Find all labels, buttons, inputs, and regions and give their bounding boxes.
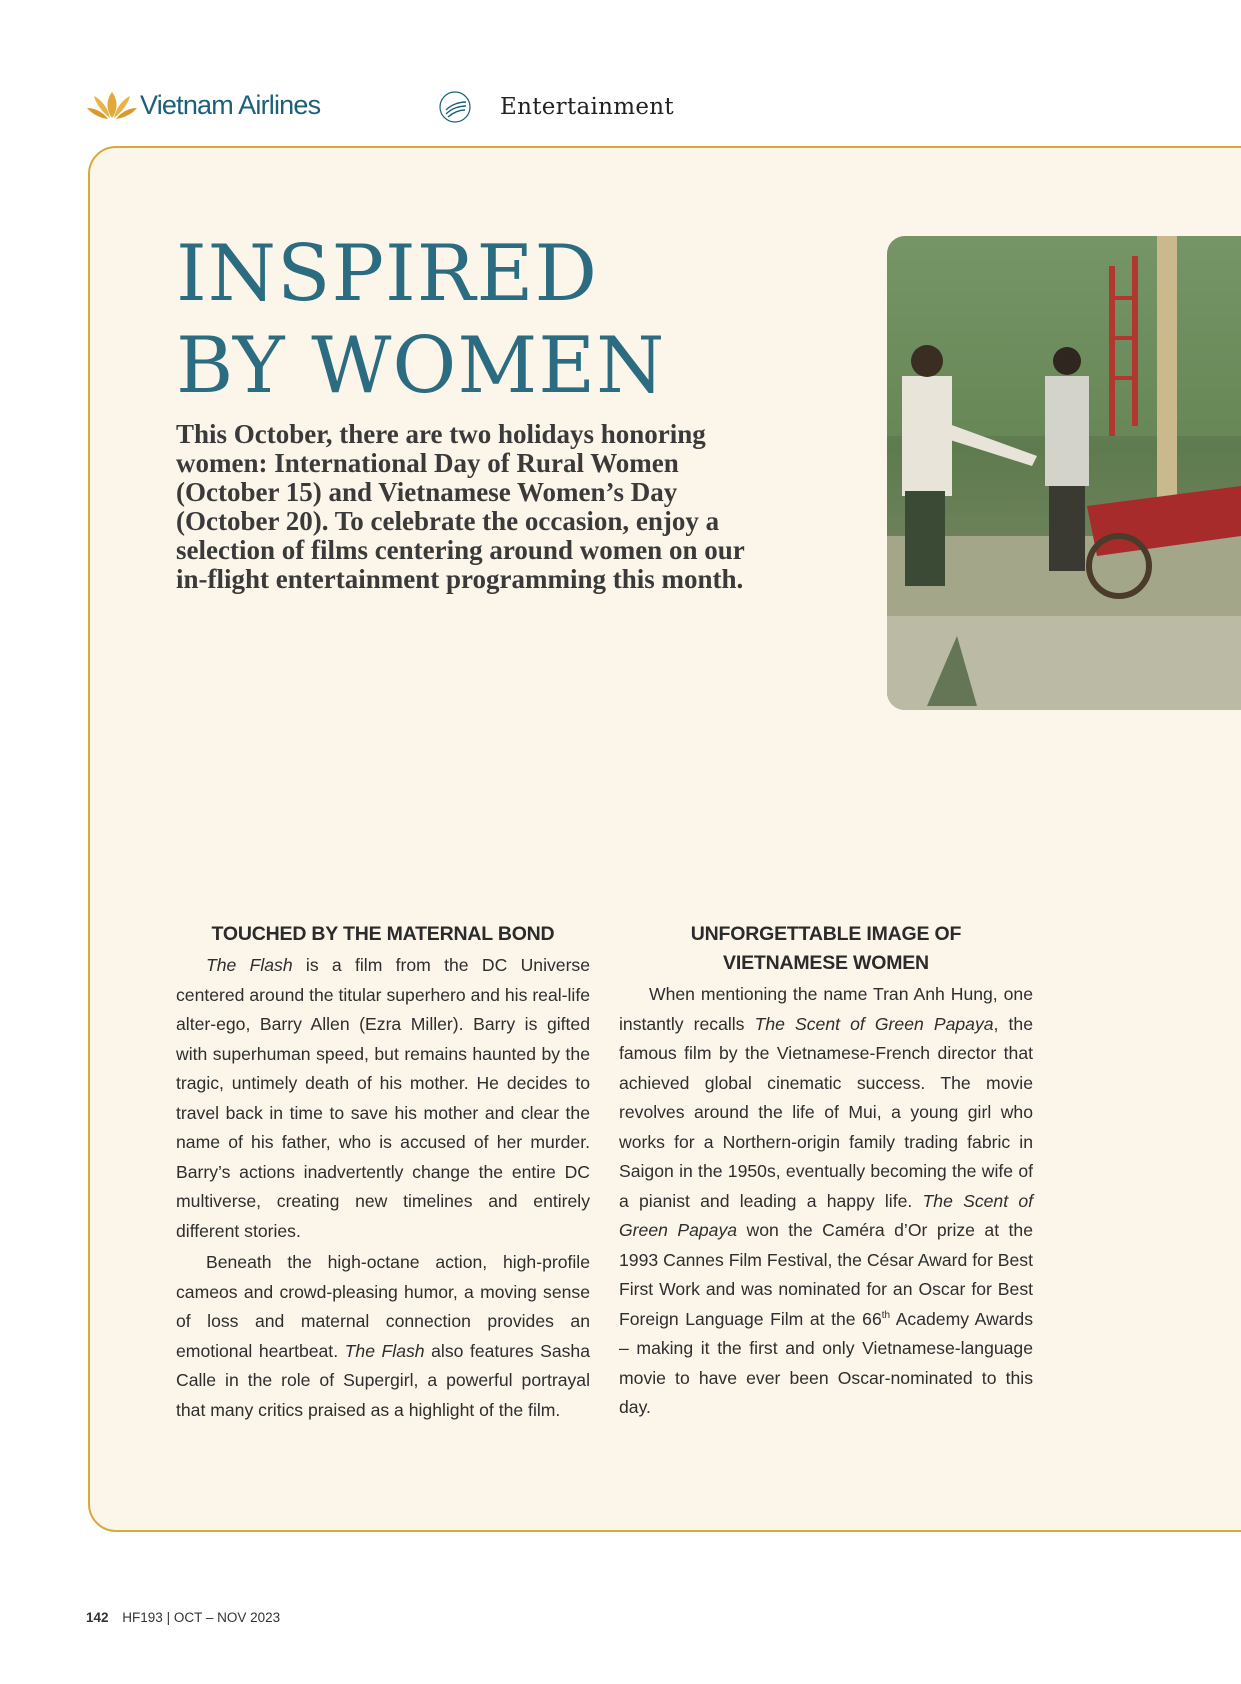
lotus-icon <box>86 88 138 122</box>
right-column <box>619 920 1033 1423</box>
section-label: Entertainment <box>500 94 674 120</box>
issue-info: HF193 | OCT – NOV 2023 <box>122 1610 281 1625</box>
title-line-2: BY WOMEN <box>176 321 666 411</box>
film-title-scent-green-papaya: The Scent of Green Papaya <box>754 1013 994 1034</box>
right-paragraph: When mentioning the name Tran Anh Hung, one instantly recalls The Scent of Green Papaya, the famous film by the Vietnamese-French director that achieved global cinematic success. The movie revolves around the life of Mui, a young girl who works for a Northern-origin family trading fabric in Saigon in the 1950s, eventually becoming the wife of a pianist and leading a happy life. The Scent of Green Papaya won the Caméra d’Or prize at the 1993 Cannes Film Festival, the César Award for Best First Work and was nominated for an Oscar for Best Foreign Language Film at the 66th Academy Awards – making it the first and only Vietnamese-language movie to have ever been Oscar-nominated to this day. <box>619 984 1033 1417</box>
article-title <box>176 228 776 412</box>
left-paragraph-1: The Flash is a film from the DC Universe centered around the titular superhero and his real-life alter-ego, Barry Allen (Ezra Miller). Barry is gifted with superhuman speed, but remains haunted by the tragic, untimely death of his mother. He decides to travel back in time to save his mother and clear the name of his father, who is accused of her murder. Barry’s actions inadvertently change the entire DC multiverse, creating new timelines and entirely different stories. <box>176 955 591 1241</box>
left-column-heading: TOUCHED BY THE MATERNAL BOND <box>211 923 555 945</box>
page-number: 142 <box>86 1610 109 1625</box>
page-header <box>86 84 686 128</box>
left-column <box>176 920 590 1425</box>
film-title-the-flash-2: The Flash <box>344 1340 425 1361</box>
article-intro: This October, there are two holidays honoring women: International Day of Rural Women (October 15) and Vietnamese Women’s Day (October 20). To celebrate the occasion, enjoy a selection of films centering around women on our in-flight entertainment programming this month. <box>176 419 745 594</box>
airline-logo-text: Vietnam Airlines <box>140 90 321 120</box>
page-footer <box>86 1610 280 1625</box>
title-line-1: INSPIRED <box>176 229 598 319</box>
film-title-scent-green-papaya-2: The Scent of Green Papaya <box>619 1190 1033 1240</box>
left-paragraph-2: Beneath the high-octane action, high-profile cameos and crowd-pleasing humor, a moving sense of loss and maternal connection provides an emotional heartbeat. The Flash also features Sasha Calle in the role of Supergirl, a powerful portrayal that many critics praised as a highlight of the film. <box>176 1252 590 1420</box>
right-column-heading: UNFORGETTABLE IMAGE OF VIETNAMESE WOMEN <box>690 923 962 974</box>
skyteam-icon <box>438 90 472 124</box>
film-title-the-flash: The Flash <box>206 955 293 975</box>
film-still-photo <box>887 236 1241 710</box>
